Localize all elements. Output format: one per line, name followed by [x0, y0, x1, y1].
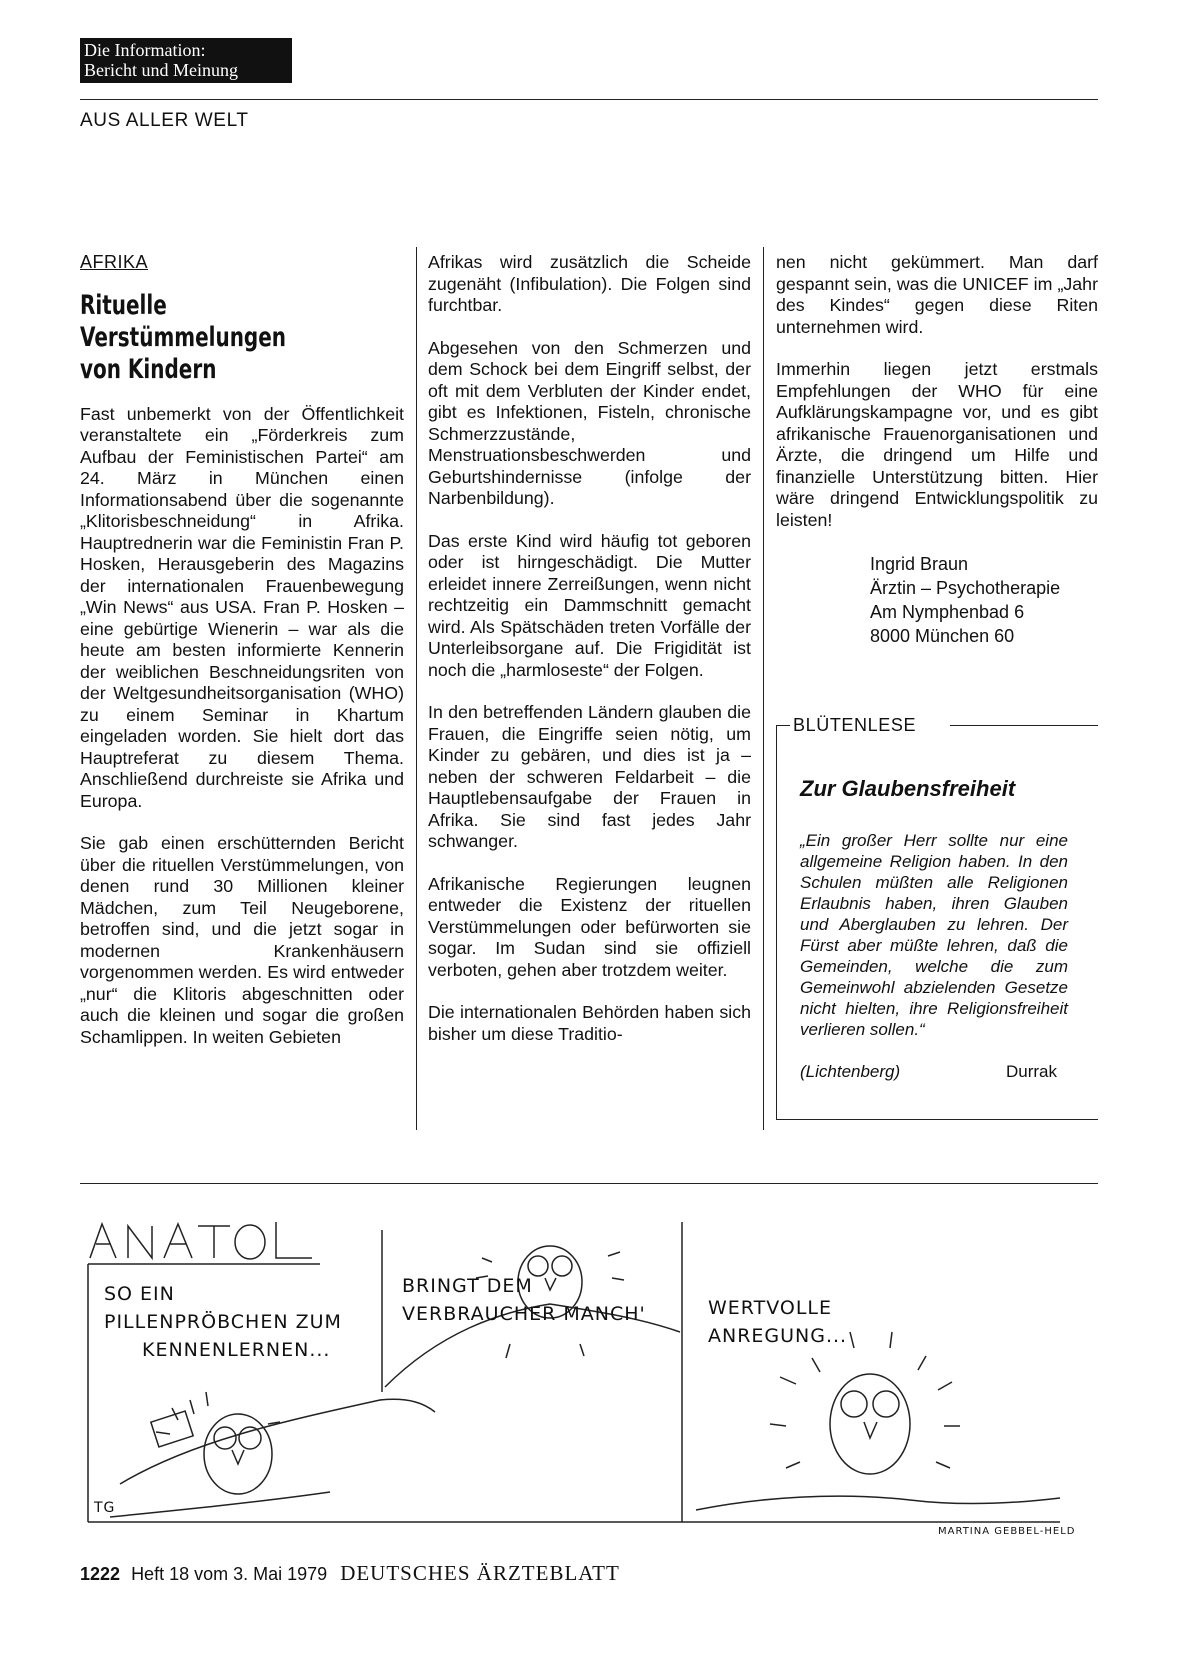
- ground-line: [696, 1496, 1060, 1510]
- article-kicker: AFRIKA: [80, 252, 149, 272]
- box-border: [950, 725, 1098, 726]
- article-column-2: [428, 252, 751, 1066]
- ground-line: [120, 1399, 435, 1484]
- signature-line: Am Nymphenbad 6: [870, 602, 1025, 622]
- speech-text: PILLENPRÖBCHEN ZUM: [104, 1311, 342, 1333]
- masthead: [80, 38, 292, 83]
- headline-line: Rituelle: [80, 289, 167, 321]
- owl-beak: [545, 1278, 556, 1290]
- signature-line: 8000 München 60: [870, 626, 1015, 646]
- article-paragraph: In den betreffenden Ländern glauben die Frauen, die Eingriffe seien nötig, um Kinder zu gebären, und dies ist ja – neben der schweren Feldarbeit – die Hauptlebensaufgabe der Frauen in Afrika. Sie sind fast jedes Jahr schwanger.: [428, 702, 751, 851]
- quote-author: Durrak: [1006, 1062, 1058, 1081]
- owl-beak: [232, 1450, 244, 1464]
- comic-title-lettering: [276, 1222, 312, 1258]
- box-title: Zur Glaubensfreiheit: [800, 776, 1016, 801]
- top-rule: [80, 99, 1098, 100]
- headline-line: von Kindern: [80, 353, 217, 385]
- ground-line: [110, 1492, 330, 1517]
- author-signature: [870, 552, 1098, 648]
- artist-signature-right: MARTINA GEBBEL-HELD: [938, 1526, 1076, 1537]
- comic-title-lettering: [90, 1224, 230, 1258]
- article-paragraph: Immerhin liegen jetzt erstmals Empfehlungen der WHO für eine Aufklärungskampagne vor, und es gibt afrikanische Frauenorganisationen und Ärzte, die dringend um Hilfe und finanzielle Unterstützung bitten. Hier wäre dringend Entwicklungspolitik zu leisten!: [776, 359, 1098, 530]
- article-column-1: [80, 252, 404, 1069]
- section-label: AUS ALLER WELT: [80, 110, 249, 131]
- owl-eye: [552, 1256, 572, 1276]
- article-paragraph: Sie gab einen erschütternden Bericht über die rituellen Verstümmelungen, von denen rund 30 Millionen kleiner Mädchen, zum Teil Neugeborene, betroffen sind, und die jetzt sogar in modernen Krankenhäusern vorgenommen werden. Es wird entweder „nur“ die Klitoris abgeschnitten oder auch die kleinen und sogar die großen Schamlippen. In weiten Gebieten: [80, 833, 404, 1047]
- speech-text: WERTVOLLE: [708, 1297, 833, 1319]
- box-border: [776, 1119, 1098, 1120]
- article-paragraph: Afrikas wird zusätzlich die Scheide zugenäht (Infibulation). Die Folgen sind furchtbar.: [428, 252, 751, 315]
- comic-title-lettering: [235, 1225, 265, 1259]
- article-paragraph: nen nicht gekümmert. Man darf gespannt sein, was die UNICEF im „Jahr des Kindes“ gegen diese Riten unternehmen wird.: [776, 252, 1098, 337]
- owl-body: [204, 1414, 272, 1494]
- quote-source: (Lichtenberg): [800, 1062, 901, 1081]
- column-divider: [763, 247, 764, 1130]
- comic-title: ANATOL: [90, 1252, 100, 1253]
- signature-line: Ingrid Braun: [870, 554, 969, 574]
- headline-line: Verstümmelungen: [80, 321, 287, 353]
- box-border: [776, 725, 790, 726]
- signature-line: Ärztin – Psychotherapie: [870, 578, 1061, 598]
- owl-eye: [528, 1256, 548, 1276]
- box-border: [776, 725, 777, 1120]
- speech-text: ANREGUNG...: [708, 1325, 848, 1347]
- artist-signature-left: TG: [94, 1500, 116, 1516]
- box-label: BLÜTENLESE: [793, 715, 917, 735]
- article-paragraph: Die internationalen Behörden haben sich bisher um diese Traditio-: [428, 1002, 751, 1044]
- owl-eye: [841, 1391, 867, 1417]
- speech-text: SO EIN: [104, 1283, 175, 1305]
- owl-eye: [239, 1427, 261, 1449]
- article-paragraph: Das erste Kind wird häufig tot geboren oder ist hirngeschädigt. Die Mutter erleidet innere Zerreißungen, wenn nicht rechtzeitig ein Dammschnitt gemacht wird. Als Spätschäden treten Vorfälle der Unterleibsorgane auf. Die Frigidität ist noch die „harmloseste“ der Folgen.: [428, 530, 751, 680]
- page-footer: [80, 1561, 620, 1586]
- magazine-name: DEUTSCHES ÄRZTEBLATT: [340, 1561, 620, 1585]
- comic-rule: [80, 1183, 1098, 1184]
- article-column-3: [776, 252, 1098, 648]
- page-number: 1222: [80, 1564, 121, 1584]
- masthead-line-2: Bericht und Meinung: [84, 60, 238, 80]
- owl-beak: [864, 1422, 877, 1438]
- box-quote: „Ein großer Herr sollte nur eine allgemeine Religion haben. In den Schulen müßten alle Religionen Erlaubnis haben, ihren Glauben und Aberglauben zu lehren. Der Fürst aber müßte lehren, daß die Gemeinden, welche die zum Gemeinwohl abzielenden Gesetze nicht hielten, ihre Religionsfreiheit verlieren sollen.“: [800, 831, 1068, 1039]
- article-headline: [80, 290, 391, 392]
- article-paragraph: Afrikanische Regierungen leugnen entweder die Existenz der rituellen Verstümmelungen oder befürworten sie sogar. Im Sudan sind sie offiziell verboten, gehen aber trotzdem weiter.: [428, 873, 751, 980]
- speech-text: KENNENLERNEN...: [142, 1339, 331, 1361]
- excite-lines: [770, 1332, 960, 1468]
- masthead-line-1: Die Information:: [84, 40, 206, 60]
- article-paragraph: Fast unbemerkt von der Öffentlichkeit veranstaltete ein „Förderkreis zum Aufbau der Feministischen Partei“ am 24. März in München einen Informationsabend über die sogenannte „Klitorisbeschneidung“ in Afrika. Hauptrednerin war die Feministin Fran P. Hosken, Herausgeberin des Magazins der internationalen Frauenbewegung „Win News“ aus USA. Fran P. Hosken – eine gebürtige Wienerin – war als die heute am besten informierte Kennerin der weiblichen Beschneidungsriten von der Weltgesundheitsorganisation (WHO) zu einem Seminar in Khartum eingeladen worden. Sie hielt dort das Hauptreferat zu diesem Thema. Anschließend durchreiste sie Afrika und Europa.: [80, 403, 404, 811]
- owl-body: [830, 1374, 910, 1474]
- pill-package: [151, 1411, 193, 1447]
- speech-text: VERBRAUCHER MANCH': [402, 1303, 646, 1325]
- article-paragraph: Abgesehen von den Schmerzen und dem Schock bei dem Eingriff selbst, der oft mit dem Verbluten der Kinder endet, gibt es Infektionen, Fisteln, chronische Schmerzzustände, Menstruationsbeschwerden und Geburtshindernisse (infolge der Narbenbildung).: [428, 337, 751, 508]
- comic-strip: [80, 1192, 1098, 1540]
- issue-info: Heft 18 vom 3. Mai 1979: [131, 1564, 328, 1584]
- column-divider: [416, 247, 417, 1130]
- owl-eye: [873, 1391, 899, 1417]
- speech-text: BRINGT DEM: [402, 1275, 533, 1297]
